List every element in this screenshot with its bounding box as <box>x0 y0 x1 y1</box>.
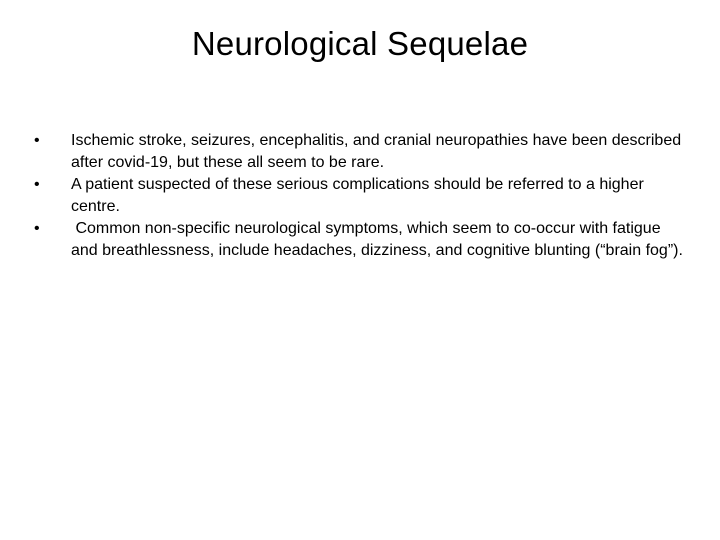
bullet-item <box>34 174 686 218</box>
bullet-text: Ischemic stroke, seizures, encephalitis, and cranial neuropathies have been described after covid-19, but these all seem to be rare. <box>71 132 682 171</box>
bullet-text: Common non-specific neurological symptoms, which seem to co-occur with fatigue and breathlessness, include headaches, dizziness, and cognitive blunting (“brain fog”). <box>71 220 683 259</box>
bullet-text: A patient suspected of these serious complications should be referred to a higher centre. <box>71 176 644 215</box>
bullet-item <box>34 130 686 174</box>
bullet-item <box>34 218 686 262</box>
bullet-list <box>34 130 686 262</box>
slide-title: Neurological Sequelae <box>191 25 529 62</box>
bullet-marker-icon: • <box>34 176 40 193</box>
bullet-marker-icon: • <box>34 132 40 149</box>
bullet-marker-icon: • <box>34 220 40 237</box>
